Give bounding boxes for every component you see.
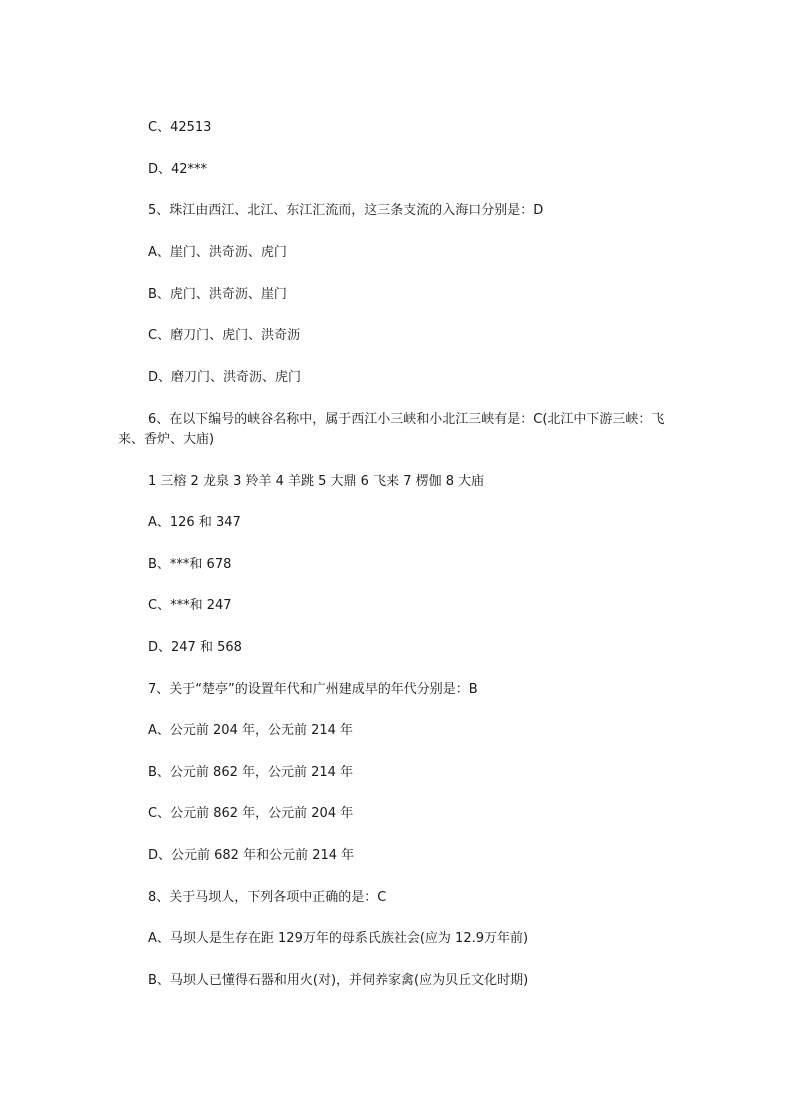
option-b-q7: B、公元前 862 年，公元前 214 年 [148, 765, 354, 780]
option-b-q8: B、马坝人已懂得石器和用火(对)，并伺养家禽(应为贝丘文化时期) [148, 973, 529, 988]
option-b-q5: B、虎门、洪奇沥、崖门 [148, 287, 287, 302]
question-7: 7、关于“楚亭”的设置年代和广州建成早的年代分别是：B [148, 682, 478, 697]
option-c-q4: C、42513 [148, 120, 212, 135]
question-5: 5、珠江由西江、北江、东江汇流而，这三条支流的入海口分别是：D [148, 203, 544, 218]
option-d-q6: D、247 和 568 [148, 640, 242, 655]
option-c-q6: C、***和 247 [148, 598, 232, 613]
option-a-q7: A、公元前 204 年，公无前 214 年 [148, 723, 354, 738]
gorge-number-list: 1 三榕 2 龙泉 3 羚羊 4 羊跳 5 大鼎 6 飞来 7 楞伽 8 大庙 [148, 474, 485, 489]
option-a-q5: A、崖门、洪奇沥、虎门 [148, 245, 287, 260]
option-a-q6: A、126 和 347 [148, 515, 241, 530]
option-d-q5: D、磨刀门、洪奇沥、虎门 [148, 370, 302, 385]
option-b-q6: B、***和 678 [148, 557, 232, 572]
option-d-q7: D、公元前 682 年和公元前 214 年 [148, 848, 355, 863]
question-8: 8、关于马坝人，下列各项中正确的是：C [148, 890, 387, 905]
option-c-q7: C、公元前 862 年，公元前 204 年 [148, 806, 354, 821]
option-c-q5: C、磨刀门、虎门、洪奇沥 [148, 328, 301, 343]
question-6: 6、在以下编号的峡谷名称中，属于西江小三峡和小北江三峡有是：C(北江中下游三峡：飞来、香炉、大庙) [118, 412, 665, 447]
option-a-q8: A、马坝人是生存在距 129万年的母系氏族社会(应为 12.9万年前) [148, 931, 529, 946]
option-d-q4: D、42*** [148, 162, 208, 177]
